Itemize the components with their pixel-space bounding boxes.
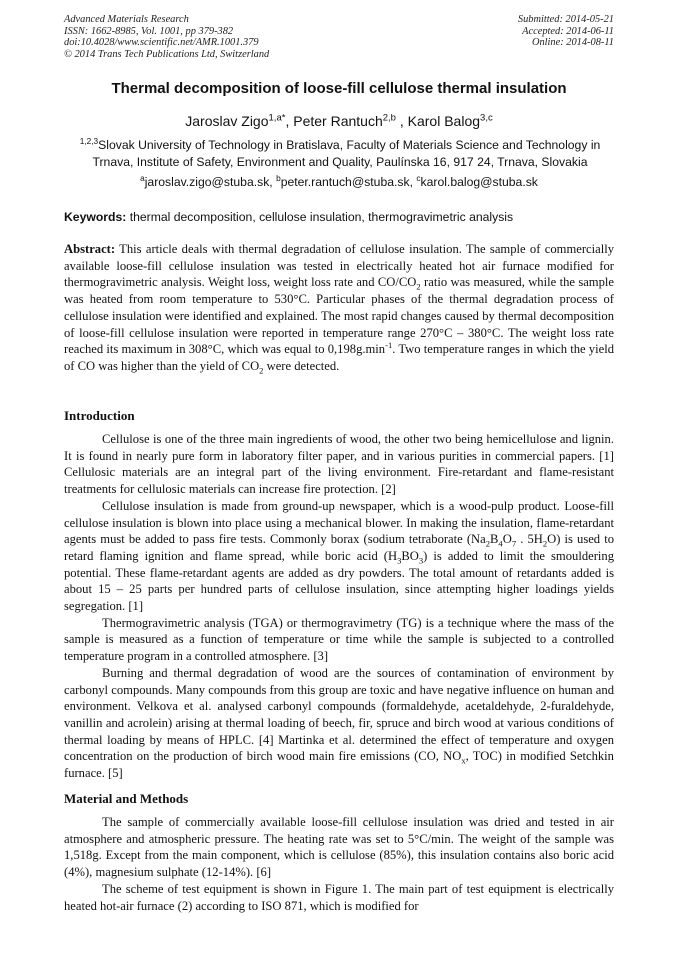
paragraph: The sample of commercially available loose-fill cellulose insulation was dried and tested in air atmosphere and atmospheric pressure. The heating rate was set to 5°C/min. The weight of the sample was 1,518g. Except from the main component, which is cellulose (85%), this insulation contains also boric acid (4%), magnesium sulphate (12-14%). [6] [64,815,614,880]
paragraph: Thermogravimetric analysis (TGA) or thermogravimetry (TG) is a technique where the mass of the sample is measured as a function of temperature or time while the sample is subjected to a controlled temperature program in a controlled atmosphere. [3] [64,615,614,664]
email-sup: b [276,172,281,183]
paper-title: Thermal decomposition of loose-fill cellulose thermal insulation [111,80,567,97]
affiliation [64,137,616,170]
email-list: $^a$jaroslav.zigo@stuba.sk, $^b$peter.rantuch@stuba.sk, $^c$karol.balog@stuba.sk [140,172,538,189]
paragraph: The scheme of test equipment is shown in Figure 1. The main part of test equipment is electrically heated hot-air furnace (2) according to ISO 871, which is modified for [64,881,614,913]
keywords [64,210,616,224]
dates-info [518,14,614,49]
affiliation-text: Slovak University of Technology in Bratislava, Faculty of Materials Science and Technology in Trnava, Institute of Safety, Environment and Quality, Paulínska 16, 917 24, Trnava, Slovakia [92,138,601,169]
email-address[interactable]: peter.rantuch@stuba.sk [280,175,410,189]
author-sup: 1,a* [268,112,286,124]
abstract: Abstract: This article deals with thermal degradation of cellulose insulation. The sample of commercially available loose-fill cellulose insulation was tested in electrically heated hot air furnace modified for thermogravimetric analysis. Weight loss, weight loss rate and $CO/CO_2$ ratio was measured, while the sample was heated from room temperature to 530°C. Particular phases of the thermal degradation process of cellulose insulation were identified and explained. The most rapid changes caused by thermal decomposition of loose-fill cellulose insulation were reported in temperature range 270°C – 380°C. The weight loss rate reached its maximum in 308°C, which was equal to $0,198g.\min^{-1}$. Two temperature ranges in which the yield of CO was higher than the yield of $CO_2$ were detected. [64,242,614,376]
paragraph: Cellulose insulation is made from ground-up newspaper, which is a wood-pulp product. Loose-fill cellulose insulation is blown into place using a mechanical blower. In making the insulation, flame-retardant agents must be added to pass fire tests. Commonly borax (sodium tetraborate ($Na_2B_4O_7$ . $5H_2O$) is used to retard flaming ignition and flame spread, while boric acid $(H_3BO_3)$ is added to limit the smouldering potential. These flame-retardant agents are added as dry powders. The total amount of retardants added is about 15 – 25 parts per hundred parts of cellulose insulation, since attempting higher loadings yields segregation. [1] [64,498,615,614]
accepted-date: Accepted: 2014-06-11 [522,25,614,37]
author-list: Jaroslav Zigo$^{1,a*}$, Peter Rantuch$^{2,b}$ , Karol Balog$^{3,c}$ [185,112,493,129]
journal-issn: ISSN: 1662-8985, Vol. 1001, pp 379-382 [64,25,234,37]
online-date: Online: 2014-08-11 [531,37,614,49]
journal-info [64,14,269,60]
author-name: Peter Rantuch [293,113,383,129]
keywords-text: thermal decomposition, cellulose insulation, thermogravimetric analysis [129,210,514,224]
methods-section [64,814,614,914]
author-sup: 3,c [480,112,493,124]
introduction-section [64,431,614,782]
journal-doi: doi:10.4028/www.scientific.net/AMR.1001.379 [64,37,259,49]
abstract-label: Abstract: [64,242,116,256]
paragraph: Cellulose is one of the three main ingredients of wood, the other two being hemicellulose and lignin. It is found in nearly pure form in laboratory filter paper, and in various purities in commercial papers. [1] Cellulosic materials are an integral part of the living environment. Fire-retardant and flame-resistant treatments for cellulosic materials can increase fire protection. [2] [64,432,614,497]
email-address[interactable]: karol.balog@stuba.sk [420,175,538,189]
email-sup: a [140,172,145,183]
submitted-date: Submitted: 2014-05-21 [517,14,614,25]
journal-name: Advanced Materials Research [64,14,189,25]
email-sup: c [416,172,421,183]
section-heading-introduction: Introduction [64,408,135,423]
section-heading-methods: Material and Methods [64,791,189,806]
journal-copyright: © 2014 Trans Tech Publications Ltd, Switzerland [64,48,270,60]
email-address[interactable]: jaroslav.zigo@stuba.sk [144,175,270,189]
keywords-label: Keywords: [64,210,127,224]
author-name: Jaroslav Zigo [185,113,269,129]
author-sup: 2,b [382,112,396,124]
affiliation-sup: 1,2,3 [79,135,99,146]
paragraph: Burning and thermal degradation of wood are the sources of contamination of environment by carbonyl compounds. Many compounds from this group are toxic and have negative influence on human and environment. Velkova et al. analysed carbonyl compounds (formaldehyde, acetaldehyde, 2-furaldehyde, vanillin and acrolein) arising at thermal loading of beech, fir, spruce and birch wood at various conditions of thermal loading by means of HPLC. [4] Martinka et al. determined the effect of temperature and oxygen concentration on the production of birch wood main fire emissions (CO, $NO_x$, TOC) in modified Setchkin furnace. [5] [64,665,614,781]
author-name: Karol Balog [407,113,481,129]
